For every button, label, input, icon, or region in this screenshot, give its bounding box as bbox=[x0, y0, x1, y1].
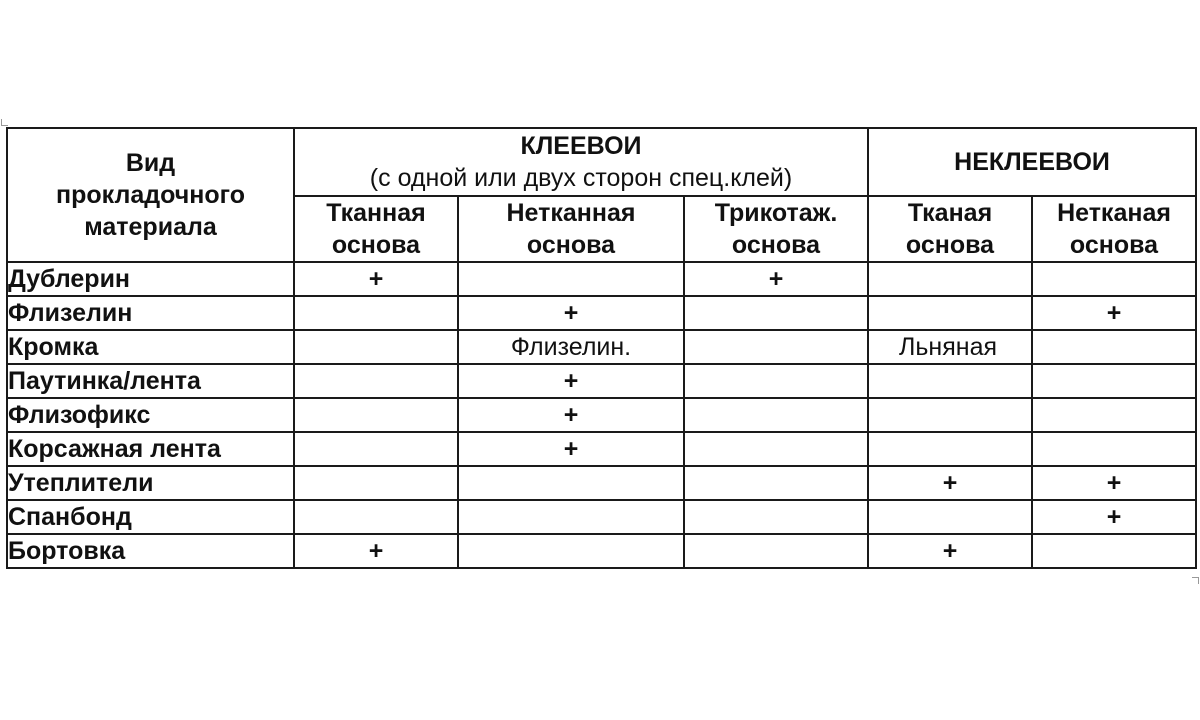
interlining-materials-table bbox=[6, 127, 1197, 569]
table-cell bbox=[684, 534, 868, 568]
group-header-non-adhesive bbox=[868, 128, 1196, 196]
row-header-title bbox=[7, 128, 294, 262]
table-cell bbox=[868, 262, 1032, 296]
table-cell bbox=[294, 398, 458, 432]
table-cell bbox=[1032, 330, 1196, 364]
table-cell bbox=[868, 398, 1032, 432]
subheader-cell bbox=[458, 196, 684, 262]
subheader-line: основа bbox=[731, 231, 821, 259]
table-row bbox=[7, 398, 1196, 432]
row-label: Кромка bbox=[7, 330, 294, 364]
table-cell: Льняная bbox=[868, 330, 1032, 364]
table-cell bbox=[684, 330, 868, 364]
subheader-line: основа bbox=[526, 231, 616, 259]
row-label: Дублерин bbox=[7, 262, 294, 296]
row-label: Корсажная лента bbox=[7, 432, 294, 466]
table-cell bbox=[868, 364, 1032, 398]
table-cell: + bbox=[684, 262, 868, 296]
table-cell: + bbox=[458, 364, 684, 398]
table-cell bbox=[684, 364, 868, 398]
table-row bbox=[7, 500, 1196, 534]
table-cell bbox=[294, 500, 458, 534]
table-cell bbox=[1032, 262, 1196, 296]
table-cell: + bbox=[1032, 466, 1196, 500]
row-label: Спанбонд bbox=[7, 500, 294, 534]
table-cell: + bbox=[868, 534, 1032, 568]
table-row bbox=[7, 432, 1196, 466]
table-cell: + bbox=[868, 466, 1032, 500]
document-area bbox=[6, 127, 1195, 569]
subheader-line: Нетканая bbox=[1057, 199, 1171, 227]
subheader-line: основа bbox=[1069, 231, 1159, 259]
table-cell bbox=[868, 296, 1032, 330]
subheader-line: Нетканная bbox=[506, 199, 636, 227]
header-row-groups bbox=[7, 128, 1196, 196]
subheader-cell bbox=[868, 196, 1032, 262]
table-cell: + bbox=[458, 398, 684, 432]
row-header-line: материала bbox=[84, 213, 217, 241]
subheader-line: основа bbox=[331, 231, 421, 259]
row-header-line: Вид bbox=[125, 149, 176, 177]
table-cell bbox=[868, 500, 1032, 534]
table-cell bbox=[458, 466, 684, 500]
subheader-cell bbox=[1032, 196, 1196, 262]
table-cell: + bbox=[458, 296, 684, 330]
table-row bbox=[7, 262, 1196, 296]
table-cell bbox=[1032, 432, 1196, 466]
table-cell bbox=[294, 364, 458, 398]
table-row bbox=[7, 534, 1196, 568]
table-cell: Флизелин. bbox=[458, 330, 684, 364]
group-header-adhesive bbox=[294, 128, 868, 196]
table-cell bbox=[458, 500, 684, 534]
table-cell bbox=[868, 432, 1032, 466]
table-row bbox=[7, 364, 1196, 398]
table-cell bbox=[294, 296, 458, 330]
table-cell bbox=[684, 296, 868, 330]
table-cell bbox=[294, 466, 458, 500]
table-cell: + bbox=[294, 534, 458, 568]
subheader-line: Тканная bbox=[326, 199, 426, 227]
table-cell bbox=[1032, 364, 1196, 398]
subheader-line: Трикотаж. bbox=[714, 199, 838, 227]
table-cell bbox=[1032, 534, 1196, 568]
row-label: Утеплители bbox=[7, 466, 294, 500]
group-title: КЛЕЕВОИ bbox=[520, 132, 642, 160]
group-note: (с одной или двух сторон спец.клей) bbox=[369, 164, 793, 192]
table-cell: + bbox=[458, 432, 684, 466]
table-cell: + bbox=[1032, 500, 1196, 534]
table-cell bbox=[1032, 398, 1196, 432]
table-cell bbox=[684, 466, 868, 500]
row-label: Паутинка/лента bbox=[7, 364, 294, 398]
table-corner-marker bbox=[1192, 577, 1199, 584]
table-cell bbox=[684, 500, 868, 534]
subheader-line: Тканая bbox=[907, 199, 993, 227]
subheader-line: основа bbox=[905, 231, 995, 259]
table-corner-marker bbox=[1, 119, 8, 126]
table-row bbox=[7, 296, 1196, 330]
row-header-line: прокладочного bbox=[55, 181, 245, 209]
row-label: Бортовка bbox=[7, 534, 294, 568]
row-label: Флизелин bbox=[7, 296, 294, 330]
table-cell bbox=[458, 534, 684, 568]
table-cell: + bbox=[1032, 296, 1196, 330]
table-cell bbox=[684, 432, 868, 466]
table-cell bbox=[294, 432, 458, 466]
group-title: НЕКЛЕЕВОИ bbox=[954, 148, 1110, 176]
subheader-cell bbox=[294, 196, 458, 262]
table-cell bbox=[294, 330, 458, 364]
subheader-cell bbox=[684, 196, 868, 262]
table-cell bbox=[458, 262, 684, 296]
table-row bbox=[7, 466, 1196, 500]
row-label: Флизофикс bbox=[7, 398, 294, 432]
table-cell: + bbox=[294, 262, 458, 296]
table-cell bbox=[684, 398, 868, 432]
table-row bbox=[7, 330, 1196, 364]
